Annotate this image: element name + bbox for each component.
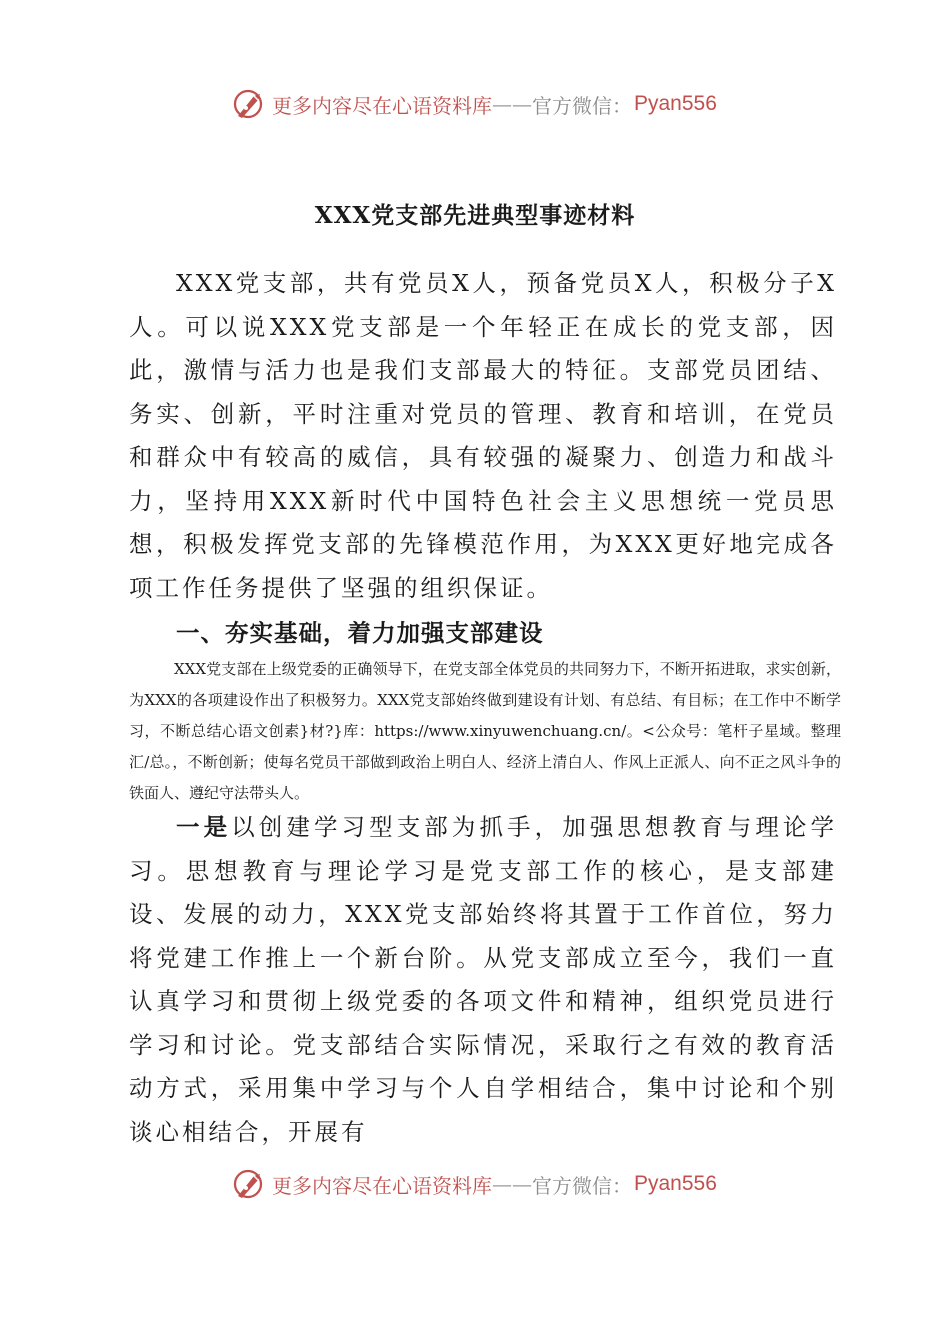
- watermark-brand: 更多内容尽在心语资料库: [272, 1173, 492, 1198]
- small-paragraph: XXX党支部在上级党委的正确领导下，在党支部全体党员的共同努力下，不断开拓进取，求实创新，为XXX的各项建设作出了积极努力。XXX党支部始终做到建设有计划、有总结、有目标；在工作中不断学习，不断总结心语文创素}材?}库：https://www.xinyuwenchuang.cn/。<公众号：笔杆子星域。整理汇/总。，不断创新；使每名党员干部做到政治上明白人、经济上清白人、作风上正派人、向不正之风斗争的铁面人、遵纪守法带头人。: [129, 660, 841, 802]
- paragraph-lead: 一是: [176, 813, 232, 841]
- watermark-header: [232, 84, 717, 124]
- watermark-wechat-id: Pyan556: [634, 1172, 717, 1195]
- paragraph-2-text: 以创建学习型支部为抓手，加强思想教育与理论学习。思想教育与理论学习是党支部工作的核心，是支部建设、发展的动力，XXX党支部始终将其置于工作首位，努力将党建工作推上一个新台阶。从党支部成立至今，我们一直认真学习和贯彻上级党委的各项文件和精神，组织党员进行学习和讨论。党支部结合实际情况，采取行之有效的教育活动方式，采用集中学习与个人自学相结合，集中讨论和个别谈心相结合，开展有: [129, 813, 838, 1146]
- watermark-wechat-label: 官方微信：: [532, 93, 632, 118]
- pen-nib-logo-icon: [232, 86, 268, 122]
- body-paragraph-1: XXX党支部，共有党员X人，预备党员X人，积极分子X人。可以说XXX党支部是一个年轻正在成长的党支部，因此，激情与活力也是我们支部最大的特征。支部党员团结、务实、创新，平时注重对党员的管理、教育和培训，在党员和群众中有较高的威信，具有较强的凝聚力、创造力和战斗力，坚持用XXX新时代中国特色社会主义思想统一党员思想，积极发挥党支部的先锋模范作用，为XXX更好地完成各项工作任务提供了坚强的组织保证。: [129, 269, 837, 602]
- watermark-separator: ——: [492, 1172, 532, 1196]
- watermark-wechat-id: Pyan556: [634, 92, 717, 115]
- watermark-separator: ——: [492, 92, 532, 116]
- pen-nib-logo-icon: [232, 1166, 268, 1202]
- watermark-wechat-label: 官方微信：: [532, 1173, 632, 1198]
- section-heading-1: 一、夯实基础，着力加强支部建设: [176, 619, 544, 647]
- body-paragraph-2: [129, 806, 837, 1154]
- watermark-brand: 更多内容尽在心语资料库: [272, 93, 492, 118]
- document-title: XXX党支部先进典型事迹材料: [314, 202, 636, 229]
- watermark-footer: [232, 1164, 717, 1204]
